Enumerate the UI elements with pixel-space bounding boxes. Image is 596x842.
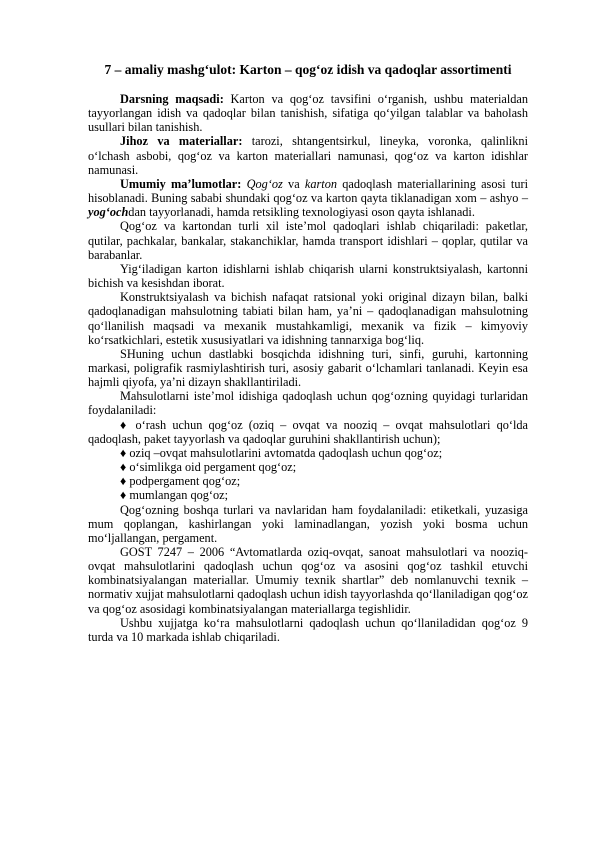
paragraph-construction: Konstruktsiyalash va bichish nafaqat ratsional yoki original dizayn bilan, balki qadoqlanadigan mahsulotning tabiati bilan ham, ya’ni – qadoqlanadigan mahsulotning qo‘llanilish maqsadi va mexanik mustahkamligi, mexanik va fizik – kimyoviy ko‘rsatkichlari, estetik xususiyatlari va idishning tannarxiga bog‘liq.	[88, 290, 528, 347]
paragraph-paper-types-intro: Mahsulotlarni iste’mol idishiga qadoqlash uchun qog‘ozning quyidagi turlaridan foydalaniladi:	[88, 389, 528, 418]
list-item: ♦ o‘rash uchun qog‘oz (oziq – ovqat va nooziq – ovqat mahsulotlari qo‘lda qadoqlash, paket tayyorlash va qadoqlar guruhini shakllantirish uchun);	[88, 417, 528, 446]
general-info-paragraph	[88, 177, 528, 219]
list-item: ♦ mumlangan qog‘oz;	[120, 488, 229, 503]
general-info-label: Umumiy ma’lumotlar:	[120, 176, 242, 191]
term-wood: yog‘och	[88, 205, 129, 220]
goal-paragraph	[88, 92, 528, 134]
paragraph-first-stage: SHuning uchun dastlabki bosqichda idishning turi, sinfi, guruhi, kartonning markasi, poligrafik rasmiylashtirish turi, asosiy gabarit o‘lchamlari tanlanadi. Keyin esa hajmli qiyofa, ya’ni dizayn shakllantiriladi.	[88, 346, 528, 390]
term-cardboard: karton	[304, 176, 337, 191]
general-info-text: dan tayyorlanadi, hamda retsikling texnologiyasi oson qayta ishlanadi.	[128, 205, 475, 220]
goal-text: Karton va qog‘oz tavsifini o‘rganish, ushbu materialdan tayyorlangan idish va qadoqlar bilan tanishish, sifatiga qo‘yilgan talablar va baholash usullari bilan tanishish.	[88, 92, 529, 135]
paragraph-products: Qog‘oz va kartondan turli xil iste’mol qadoqlari ishlab chiqariladi: paketlar, qutilar, pachkalar, bankalar, stakanchiklar, hamda transport idishlari – qoplar, qutilar va barabanlar.	[88, 219, 528, 262]
list-item: ♦ o‘simlikga oid pergament qog‘oz;	[120, 460, 297, 475]
paragraph-foldable-boxes: Yig‘iladigan karton idishlarni ishlab chiqarish ularni konstruktsiyalash, kartonni bichish va kesishdan iborat.	[88, 261, 528, 291]
paragraph-gost: GOST 7247 – 2006 “Avtomatlarda oziq-ovqat, sanoat mahsulotlari va nooziq-ovqat mahsulotlarini qadoqlash uchun qog‘oz va asosini qog‘oz tashkil etuvchi kombinatsiyalangan materiallar. Umumiy texnik shartlar” deb nomlanuvchi texnik – normativ xujjat mahsulotlarni qadoqlash uchun idish tayyorlashda qo‘llaniladigan qog‘oz va qog‘oz asosidagi kombinatsiyalangan materiallarga tegishlidir.	[88, 545, 528, 616]
list-item: ♦ podpergament qog‘oz;	[120, 474, 241, 489]
list-item: ♦ oziq –ovqat mahsulotlarini avtomatda qadoqlash uchun qog‘oz;	[120, 445, 443, 460]
equipment-label: Jihoz va materiallar:	[120, 134, 243, 149]
equipment-paragraph	[88, 134, 528, 176]
term-paper: Qog‘oz	[246, 176, 283, 191]
goal-label: Darsning maqsadi:	[120, 92, 224, 106]
general-info-text: qadoqlash materiallarining asosi turi hisoblanadi. Buning sababi shundaki qog‘oz va karton qayta tiklanadigan xom – ashyo –	[88, 176, 528, 206]
paragraph-other-types: Qog‘ozning boshqa turlari va navlaridan ham foydalaniladi: etiketkali, yuzasiga mum qoplangan, kashirlangan yoki laminadlangan, yozish yoki bosma uchun mo‘ljallangan, pergament.	[88, 502, 528, 545]
equipment-text: tarozi, shtangentsirkul, lineyka, voronka, qalinlikni o‘lchash asbobi, qog‘oz va karton materiallari namunasi, qog‘oz va karton idishlar namunasi.	[88, 134, 528, 177]
page-title: 7 – amaliy mashg‘ulot: Karton – qog‘oz idish va qadoqlar assortimenti	[104, 62, 512, 77]
document-body	[88, 92, 528, 644]
general-info-text: va	[282, 176, 305, 191]
paragraph-grades: Ushbu xujjatga ko‘ra mahsulotlarni qadoqlash uchun qo‘llaniladidan qog‘oz 9 turda va 10 markada ishlab chiqariladi.	[88, 615, 528, 644]
